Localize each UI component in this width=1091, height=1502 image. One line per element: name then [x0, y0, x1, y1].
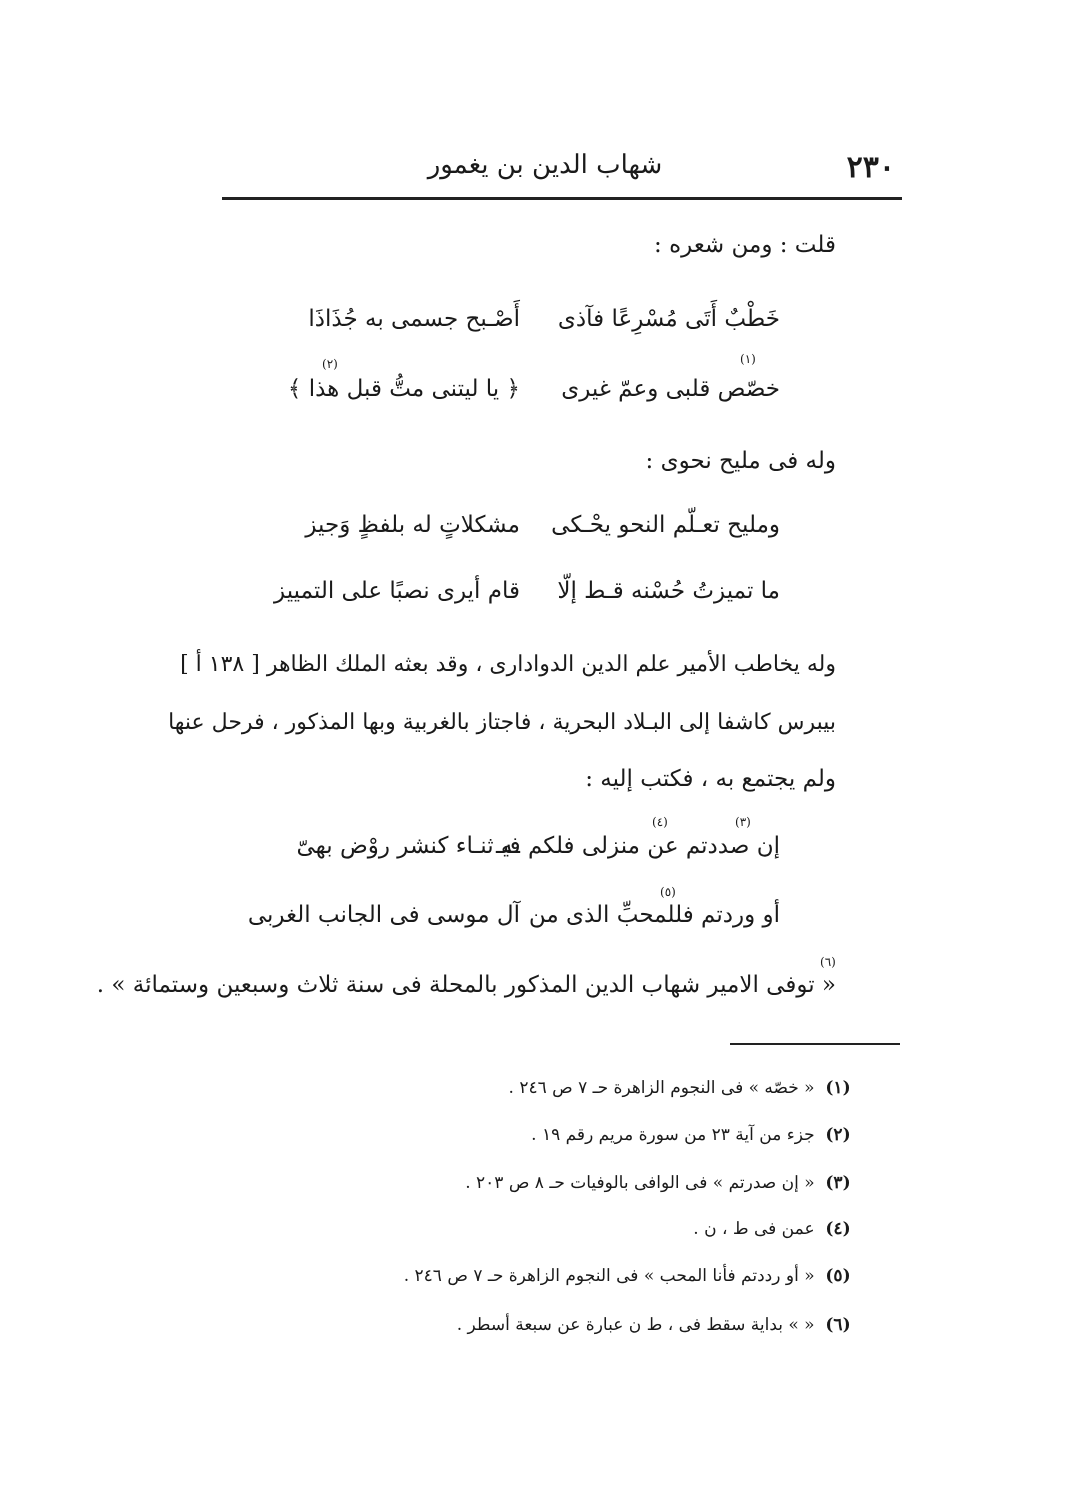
footnote-number: (٦) [825, 1315, 851, 1335]
footnote-text: « خصّه » فى النجوم الزاهرة حـ ٧ ص ٢٤٦ . [508, 1078, 815, 1098]
prose-line-2: بيبرس كاشفا إلى البـلاد البحرية ، فاجتاز بالغربية وبها المذكور ، فرحل عنها [168, 710, 836, 735]
header-divider [222, 197, 902, 200]
footnote-text: « إن صدرتم » فى الوافى بالوفيات حـ ٨ ص ٢٠٣ . [465, 1173, 815, 1193]
closing-line: « توفى الامير شهاب الدين المذكور بالمحلة فى سنة ثلاث وسبعين وستمائة » . [96, 972, 836, 998]
note-marker-6: (٦) [820, 955, 836, 969]
poem2-line2-second-hemistich: قام أيرى نصبًا على التمييز [274, 578, 520, 604]
footnote-number: (٢) [825, 1125, 851, 1145]
poem1-line1-first-hemistich: خَطْبٌ أَتَى مُسْرِعًا فآذى [557, 306, 780, 332]
page-number: ٢٣٠ [846, 150, 895, 185]
poem1-line1-second-hemistich: أَصْـبح جسمى به جُذَاذَا [308, 306, 520, 332]
running-title: شهاب الدين بن يغمور [427, 150, 663, 180]
footnote-4 [693, 1219, 856, 1239]
poem3-line2-second-hemistich: آل موسى فى الجانب الغربى [247, 902, 520, 928]
footnote-2 [531, 1125, 856, 1145]
intro-line: قلت : ومن شعره : [654, 232, 836, 258]
poem1-line2-second-hemistich: ﴿ يا ليتنى متُّ قبل هذا ﴾ [287, 376, 520, 402]
footnote-3 [465, 1173, 856, 1193]
footnote-6 [457, 1315, 856, 1335]
footnote-1 [509, 1078, 857, 1098]
footnote-5 [404, 1266, 856, 1286]
note-marker-5: (٥) [660, 885, 676, 899]
poem2-line1-second-hemistich: مشكلاتٍ له بلفظٍ وَجيز [305, 512, 520, 538]
footnote-number: (٥) [825, 1266, 851, 1286]
poem2-line2-first-hemistich: ما تميزتُ حُسْنه قـط إلّا [557, 578, 780, 604]
prose-line-1: وله يخاطب الأمير علم الدين الدوادارى ، وقد بعثه الملك الظاهر [ ١٣٨ أ ] [180, 652, 836, 677]
footnote-number: (١) [825, 1078, 851, 1098]
note-marker-4: (٤) [652, 815, 668, 829]
footnote-text: جزء من آية ٢٣ من سورة مريم رقم ١٩ . [531, 1125, 815, 1145]
footnote-number: (٤) [825, 1219, 851, 1239]
footnote-divider [730, 1043, 900, 1045]
footnote-text: عمن فى ط ، ن . [693, 1219, 815, 1239]
note-marker-1: (١) [740, 352, 756, 366]
note-marker-2: (٢) [322, 357, 338, 371]
poem3-line1-second-hemistich: ـه ثنـاء كنشر روْض بهىّ [296, 833, 520, 859]
poem3-line1-first-hemistich: إن صددتم عن منزلى فلكم فيـ [495, 833, 780, 859]
footnote-text: « أو رددتم فأنا المحب » فى النجوم الزاهرة حـ ٧ ص ٢٤٦ . [403, 1266, 815, 1286]
poem3-line2-first-hemistich: أو وردتم فللمحبِّ الذى من [528, 902, 780, 928]
poem2-line1-first-hemistich: ومليح تعـلّم النحو يحْـكى [551, 512, 780, 538]
footnote-text: « » بداية سقط فى ، ط ن عبارة عن سبعة أسطر . [456, 1315, 815, 1335]
poem1-line2-first-hemistich: خصّص قلبى وعمّ غيرى [561, 376, 780, 402]
note-marker-3: (٣) [735, 815, 751, 829]
section-heading-nahwi: وله فى مليح نحوى : [645, 448, 836, 474]
prose-line-3: ولم يجتمع به ، فكتب إليه : [585, 766, 836, 792]
footnote-number: (٣) [825, 1173, 851, 1193]
